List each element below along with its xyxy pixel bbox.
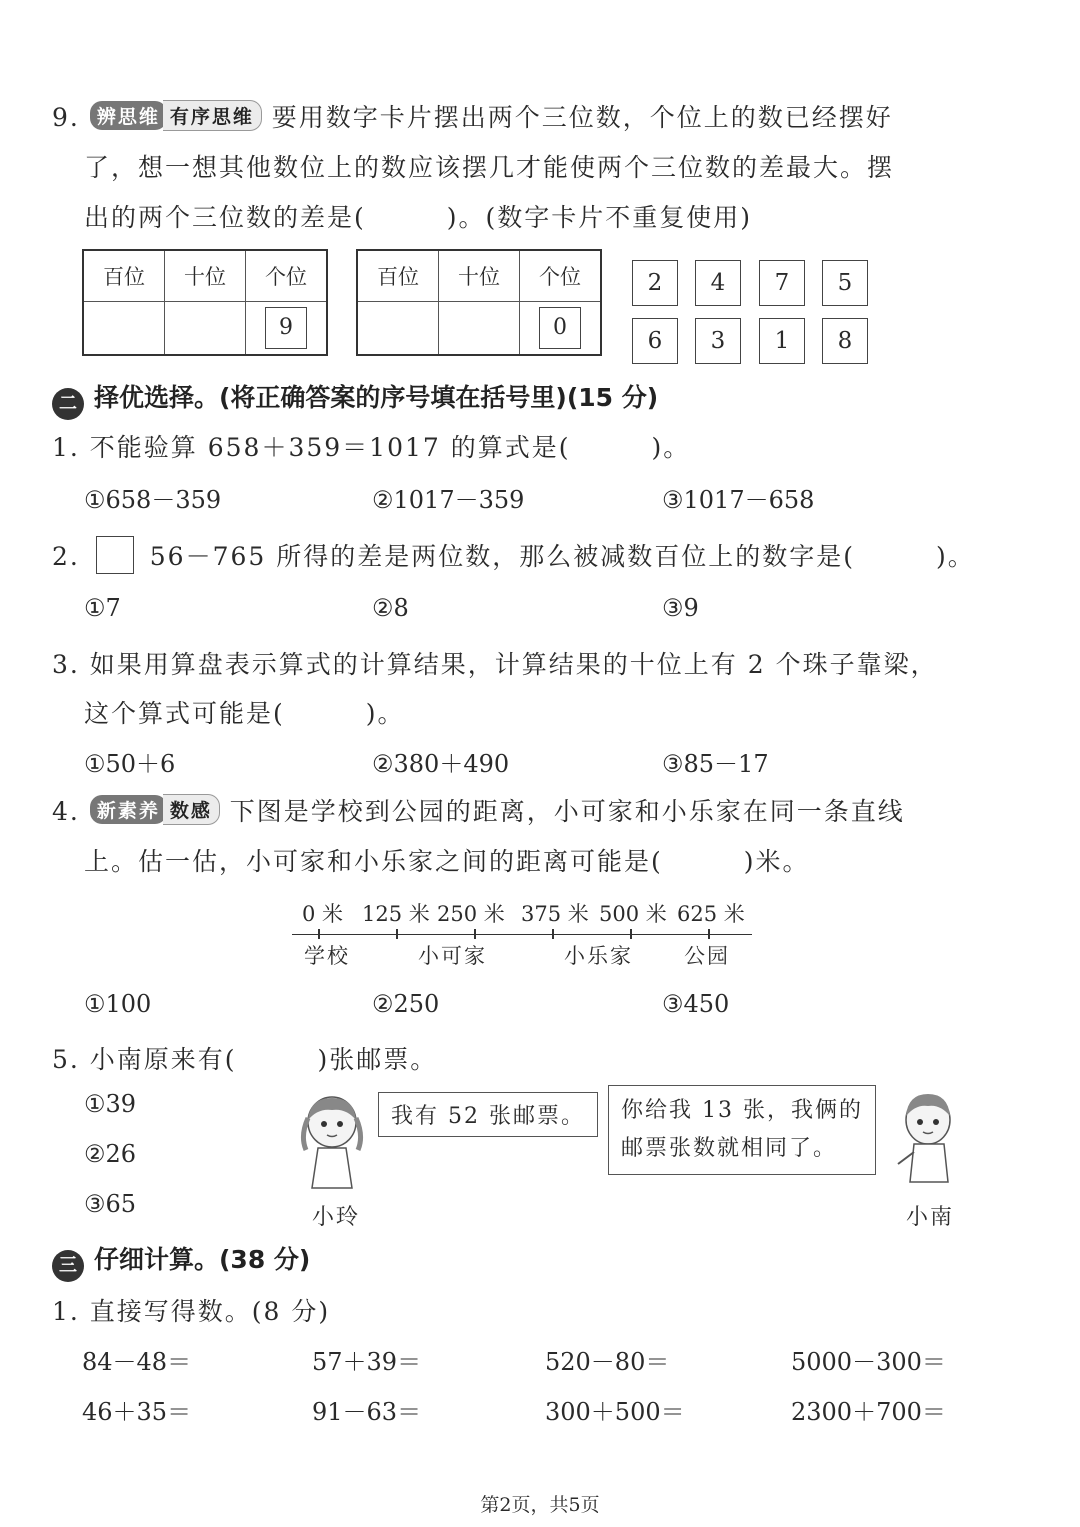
calc-heading: 1. 直接写得数。(8 分) (52, 1297, 331, 1326)
q2-number: 2. (52, 542, 80, 571)
page-footer: 第2页，共5页 (480, 1494, 600, 1516)
q2-stem (52, 536, 975, 574)
q3-text-1: 3. 如果用算盘表示算式的计算结果，计算结果的十位上有 2 个珠子靠梁， (52, 650, 938, 679)
calc-item[interactable]: 84－48＝ (82, 1348, 192, 1376)
calc-item[interactable]: 5000－300＝ (791, 1348, 946, 1376)
answer-hundreds-1[interactable] (83, 302, 165, 356)
tag-shu-gan: 数感 (163, 794, 220, 825)
q9-line1 (52, 98, 893, 134)
header-ones: 个位 (246, 250, 328, 302)
q4-option-2[interactable]: ②250 (372, 990, 440, 1018)
calc-item[interactable]: 91－63＝ (312, 1398, 422, 1426)
q2-option-1[interactable]: ①7 (84, 594, 121, 622)
q2-option-2[interactable]: ②8 (372, 594, 409, 622)
q2-blank-box[interactable] (96, 536, 134, 574)
digit-card-9: 9 (265, 307, 307, 349)
q5-option-1[interactable]: ①39 (84, 1090, 137, 1118)
scale-label: 500 米 (599, 902, 667, 926)
tick-mark (708, 929, 710, 939)
digit-card[interactable]: 2 (632, 260, 678, 306)
section-3-number: 三 (52, 1250, 84, 1282)
q9-text-1: 要用数字卡片摆出两个三位数，个位上的数已经摆好 (271, 103, 893, 132)
section-3-title: 仔细计算。(38 分) (94, 1245, 311, 1274)
digit-card[interactable]: 6 (632, 318, 678, 364)
q4-text-2: 上。估一估，小可家和小乐家之间的距离可能是( )米。 (84, 847, 810, 876)
answer-tens-2[interactable] (439, 302, 520, 356)
digit-card[interactable]: 3 (695, 318, 741, 364)
section-3-heading (52, 1240, 310, 1282)
scale-label: 0 米 (302, 902, 344, 926)
q2-text: 56－765 所得的差是两位数，那么被减数百位上的数字是( )。 (149, 542, 975, 571)
answer-hundreds-2[interactable] (357, 302, 439, 356)
place-park: 公园 (684, 944, 730, 968)
q5-stem: 5. 小南原来有( )张邮票。 (52, 1045, 438, 1074)
girl-speech-bubble: 我有 52 张邮票。 (378, 1092, 598, 1137)
place-value-table-2 (356, 249, 602, 356)
boy-bubble-line-1: 你给我 13 张，我俩的 (621, 1098, 863, 1123)
place-school: 学校 (304, 944, 350, 968)
q4-number: 4. (52, 797, 80, 826)
tag-you-xu-si-wei: 有序思维 (163, 100, 262, 131)
scale-label: 125 米 (362, 902, 430, 926)
q3-text-2: 这个算式可能是( )。 (84, 699, 405, 728)
place-xiaoke-home: 小可家 (418, 944, 487, 968)
section-2-heading (52, 378, 658, 420)
q5-option-3[interactable]: ③65 (84, 1190, 137, 1218)
header-tens: 十位 (165, 250, 246, 302)
q1-option-3[interactable]: ③1017－658 (662, 486, 815, 514)
tag-bian-si-wei: 辨思维 (90, 101, 167, 130)
digit-card[interactable]: 4 (695, 260, 741, 306)
q3-option-2[interactable]: ②380＋490 (372, 750, 510, 778)
q9-text-2: 了，想一想其他数位上的数应该摆几才能使两个三位数的差最大。摆 (84, 153, 895, 182)
answer-tens-1[interactable] (165, 302, 246, 356)
boy-illustration (894, 1090, 960, 1185)
place-value-table-1 (82, 249, 328, 356)
distance-number-line (292, 898, 762, 978)
q4-text-1: 下图是学校到公园的距离，小可家和小乐家在同一条直线 (229, 797, 905, 826)
q9-number: 9. (52, 103, 80, 132)
digit-card[interactable]: 7 (759, 260, 805, 306)
girl-illustration (296, 1092, 368, 1192)
tag-xin-su-yang: 新素养 (90, 795, 167, 824)
q1-option-2[interactable]: ②1017－359 (372, 486, 525, 514)
calc-item[interactable]: 300＋500＝ (545, 1398, 685, 1426)
section-2-number: 二 (52, 388, 84, 420)
q9-text-3: 出的两个三位数的差是( )。(数字卡片不重复使用) (84, 203, 753, 232)
girl-name: 小玲 (312, 1205, 361, 1230)
scale-label: 250 米 (437, 902, 505, 926)
digit-card[interactable]: 5 (822, 260, 868, 306)
header-hundreds: 百位 (83, 250, 165, 302)
scale-label: 625 米 (677, 902, 745, 926)
section-2-title: 择优选择。(将正确答案的序号填在括号里)(15 分) (94, 383, 659, 412)
tick-mark (552, 929, 554, 939)
q4-option-1[interactable]: ①100 (84, 990, 152, 1018)
header-tens: 十位 (439, 250, 520, 302)
q3-option-1[interactable]: ①50＋6 (84, 750, 176, 778)
q5-option-2[interactable]: ②26 (84, 1140, 137, 1168)
calc-item[interactable]: 520－80＝ (545, 1348, 670, 1376)
tick-mark (318, 929, 320, 939)
boy-bubble-line-2: 邮票张数就相同了。 (621, 1136, 838, 1161)
scale-label: 375 米 (521, 902, 589, 926)
header-hundreds: 百位 (357, 250, 439, 302)
digit-card-0: 0 (539, 307, 581, 349)
number-line-axis (292, 934, 752, 935)
place-xiaole-home: 小乐家 (564, 944, 633, 968)
digit-card[interactable]: 8 (822, 318, 868, 364)
q1-option-1[interactable]: ①658－359 (84, 486, 222, 514)
q4-option-3[interactable]: ③450 (662, 990, 730, 1018)
calc-item[interactable]: 46＋35＝ (82, 1398, 192, 1426)
ones-cell-2 (520, 302, 602, 356)
q1-stem: 1. 不能验算 658＋359＝1017 的算式是( )。 (52, 433, 691, 462)
ones-cell-1 (246, 302, 328, 356)
calc-item[interactable]: 57＋39＝ (312, 1348, 422, 1376)
tick-mark (630, 929, 632, 939)
calc-item[interactable]: 2300＋700＝ (791, 1398, 946, 1426)
q3-option-3[interactable]: ③85－17 (662, 750, 769, 778)
header-ones: 个位 (520, 250, 602, 302)
boy-name: 小南 (906, 1205, 955, 1230)
q2-option-3[interactable]: ③9 (662, 594, 699, 622)
q4-line1 (52, 792, 905, 828)
boy-speech-bubble (608, 1085, 876, 1175)
tick-mark (474, 929, 476, 939)
digit-card[interactable]: 1 (759, 318, 805, 364)
tick-mark (396, 929, 398, 939)
